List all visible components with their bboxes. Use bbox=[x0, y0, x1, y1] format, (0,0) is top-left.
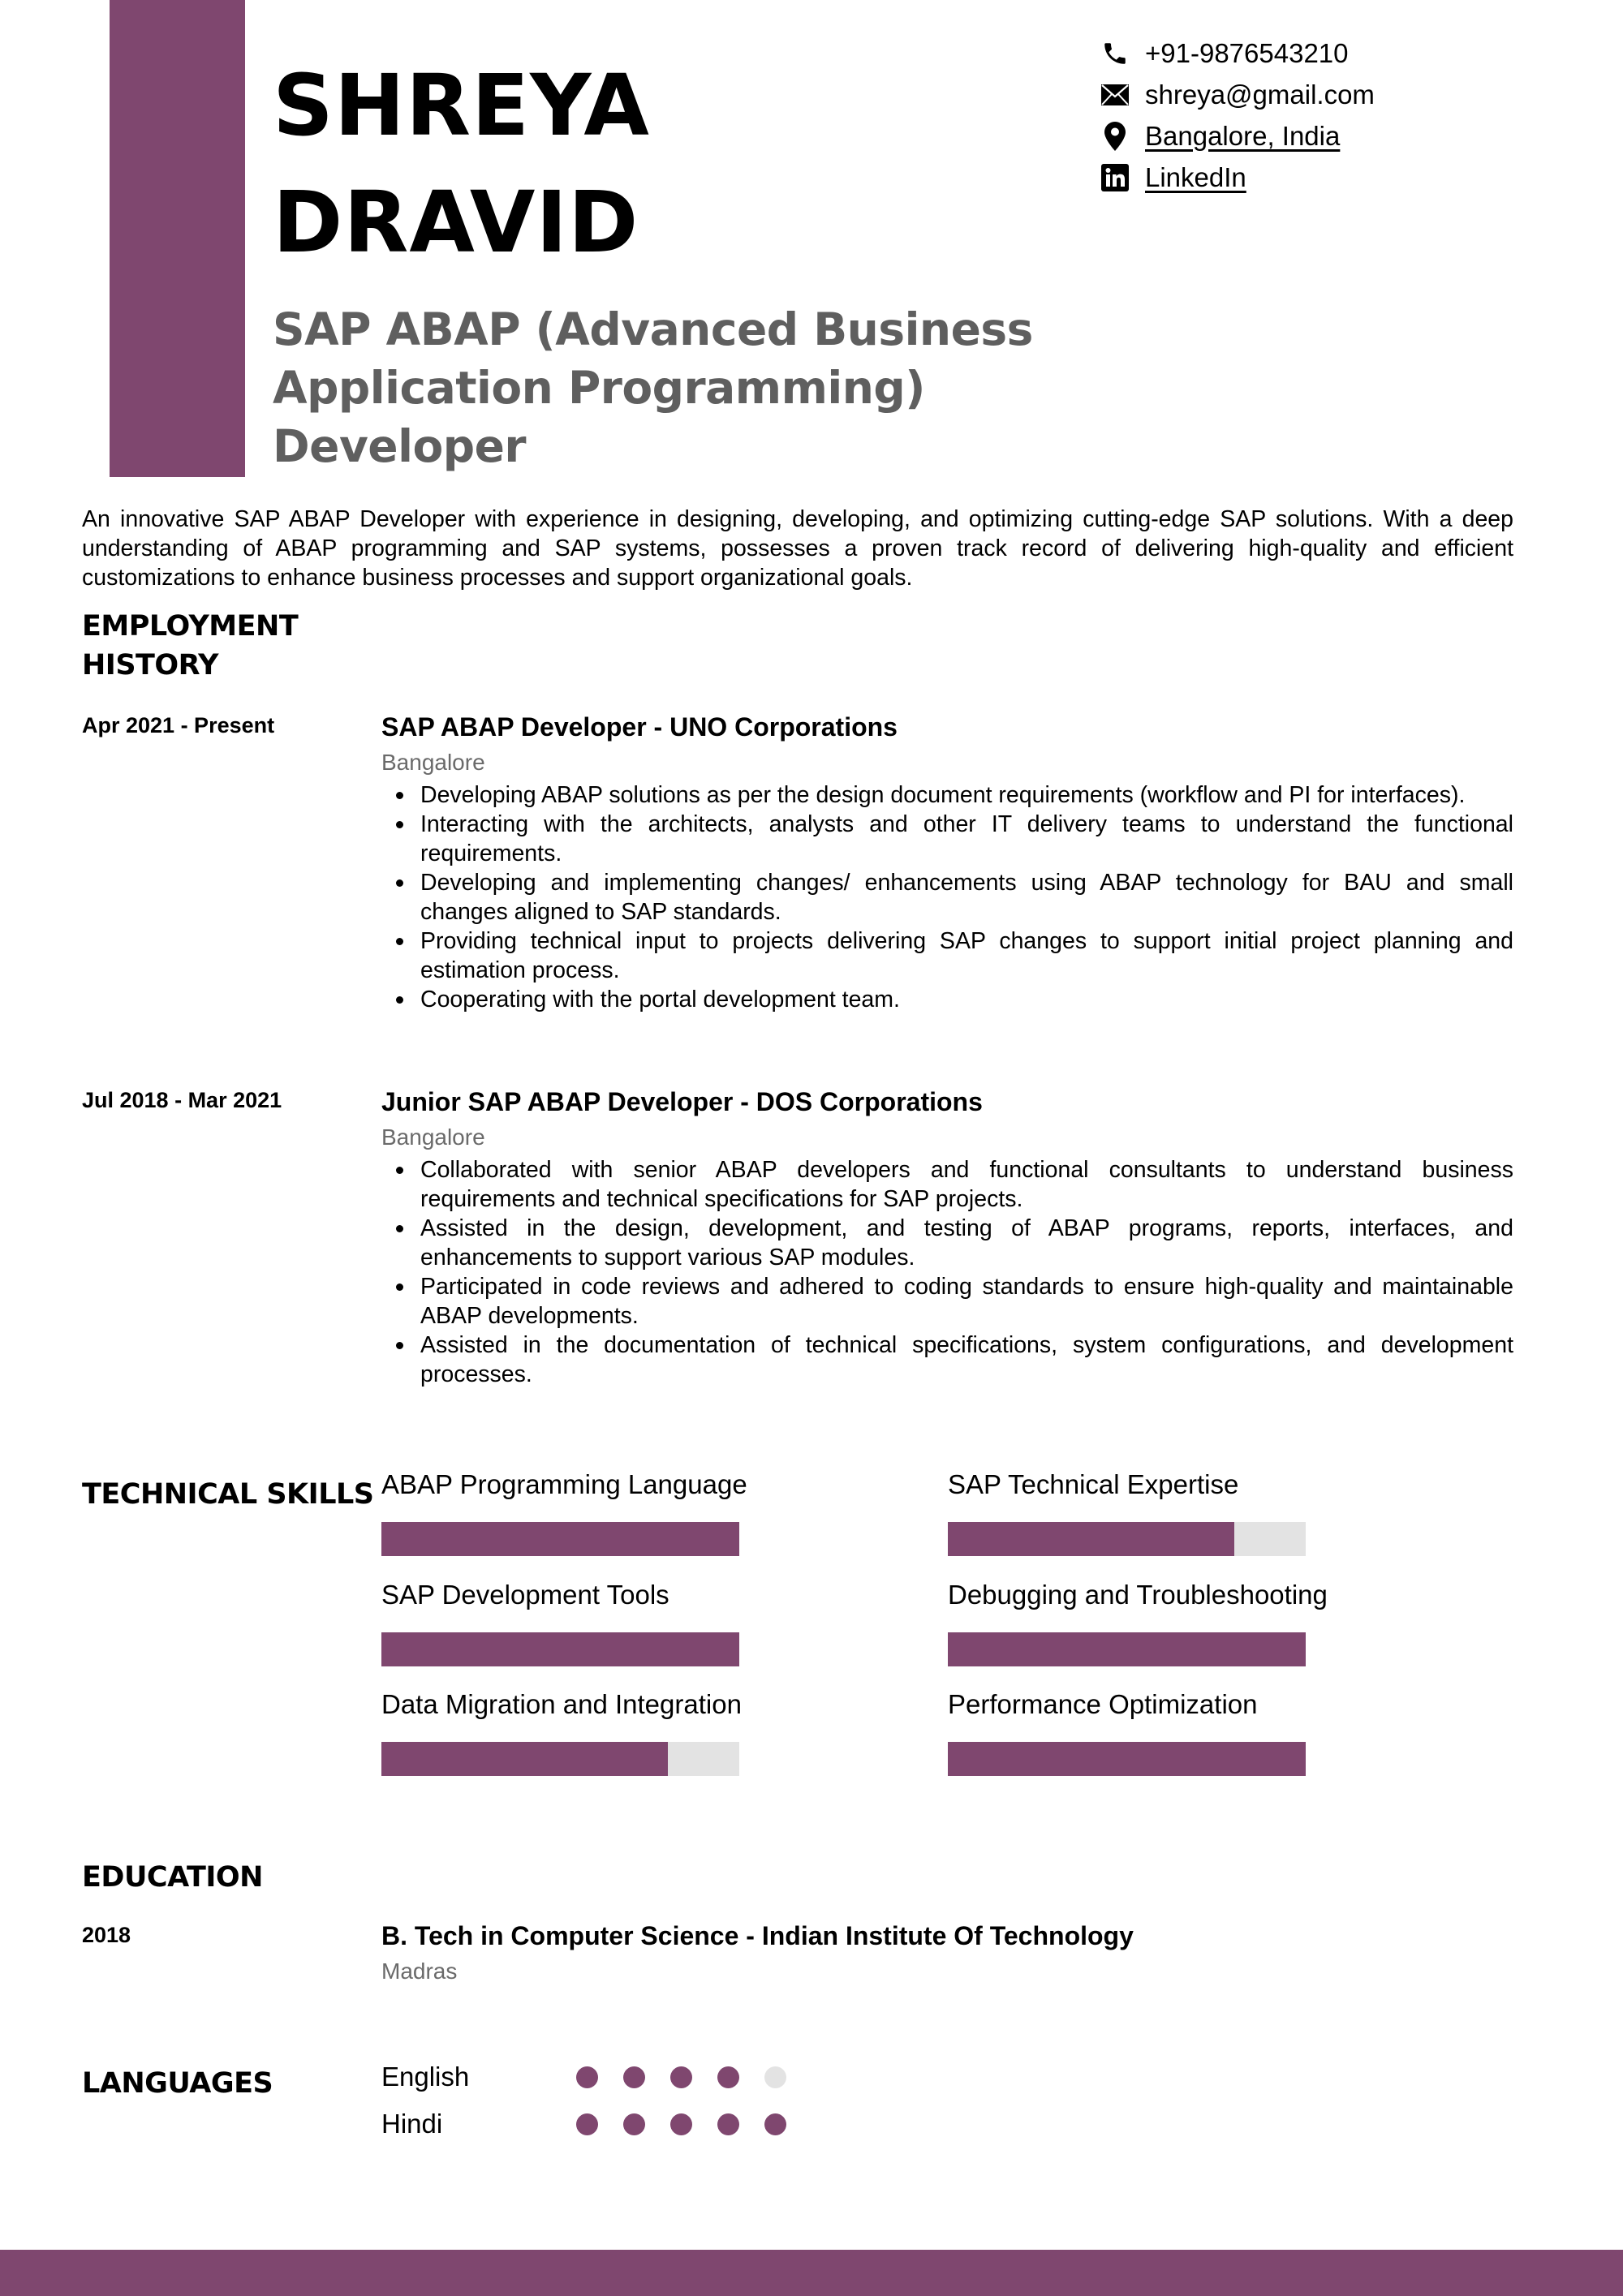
skill-bar-fill bbox=[381, 1632, 739, 1666]
skill-bar-fill bbox=[948, 1522, 1234, 1556]
profile-summary: An innovative SAP ABAP Developer with experience in designing, developing, and optimizing cutting-edge SAP solutions. With a deep understanding of ABAP programming and SAP systems, possesses a proven track record of delivering high-quality and efficient customizations to enhance business processes and support organizational goals. bbox=[82, 506, 1513, 591]
skill-label: SAP Development Tools bbox=[381, 1580, 669, 1610]
heading-line: EMPLOYMENT bbox=[82, 610, 299, 643]
skill-bar bbox=[948, 1742, 1306, 1776]
skill-bar-fill bbox=[948, 1742, 1306, 1776]
linkedin-link[interactable]: LinkedIn bbox=[1145, 161, 1246, 192]
rating-dot-filled bbox=[670, 2066, 692, 2088]
job-date: Apr 2021 - Present bbox=[82, 713, 275, 737]
contact-phone bbox=[1100, 32, 1375, 74]
education-degree: B. Tech in Computer Science - Indian Institute Of Technology bbox=[381, 1921, 1134, 1950]
skill-label: Performance Optimization bbox=[948, 1689, 1258, 1719]
skill-item bbox=[948, 1687, 1402, 1776]
location-link[interactable]: Bangalore, India bbox=[1145, 120, 1341, 151]
job-bullet: Assisted in the design, development, and testing of ABAP programs, reports, interfaces, and enhancements to support various SAP modules. bbox=[381, 1214, 1513, 1272]
job-role: Junior SAP ABAP Developer - DOS Corporations bbox=[381, 1087, 983, 1116]
job-bullet: Developing ABAP solutions as per the design document requirements (workflow and PI for interfaces). bbox=[381, 780, 1513, 810]
rating-dot-filled bbox=[670, 2113, 692, 2135]
candidate-name bbox=[273, 47, 650, 281]
skill-bar-fill bbox=[381, 1742, 668, 1776]
rating-dot-filled bbox=[623, 2113, 645, 2135]
job-bullets bbox=[381, 780, 1513, 1014]
skill-label: Debugging and Troubleshooting bbox=[948, 1580, 1328, 1610]
job-bullet: Collaborated with senior ABAP developers and functional consultants to understand business requirements and technical specifications for SAP projects. bbox=[381, 1155, 1513, 1214]
job-location: Bangalore bbox=[381, 1124, 485, 1150]
heading-line: HISTORY bbox=[82, 649, 219, 681]
contact-linkedin bbox=[1100, 157, 1375, 198]
language-item bbox=[381, 2059, 786, 2095]
skill-item bbox=[381, 1687, 836, 1776]
skill-label: Data Migration and Integration bbox=[381, 1689, 742, 1719]
language-rating bbox=[576, 2113, 786, 2135]
skill-item bbox=[948, 1467, 1402, 1556]
skill-bar bbox=[381, 1632, 739, 1666]
linkedin-icon bbox=[1100, 162, 1130, 193]
job-bullets bbox=[381, 1155, 1513, 1389]
skill-bar-fill bbox=[948, 1632, 1306, 1666]
skill-item bbox=[948, 1577, 1402, 1666]
skill-item bbox=[381, 1467, 836, 1556]
job-location: Bangalore bbox=[381, 750, 485, 775]
envelope-icon bbox=[1100, 80, 1130, 110]
map-pin-icon bbox=[1100, 121, 1130, 152]
phone-text: +91-9876543210 bbox=[1145, 37, 1349, 68]
rating-dot-filled bbox=[717, 2113, 739, 2135]
job-bullet: Participated in code reviews and adhered to coding standards to ensure high-quality and maintainable ABAP developments. bbox=[381, 1272, 1513, 1331]
language-name: Hindi bbox=[381, 2109, 443, 2139]
last-name: DRAVID bbox=[273, 173, 639, 272]
first-name: SHREYA bbox=[273, 56, 650, 155]
job-role: SAP ABAP Developer - UNO Corporations bbox=[381, 712, 898, 742]
skill-label: ABAP Programming Language bbox=[381, 1469, 747, 1499]
footer-accent-bar bbox=[0, 2250, 1623, 2296]
skill-item bbox=[381, 1577, 836, 1666]
rating-dot-filled bbox=[576, 2113, 598, 2135]
header-accent-bar bbox=[110, 0, 245, 477]
skill-bar bbox=[948, 1632, 1306, 1666]
technical-skills-heading: TECHNICAL SKILLS bbox=[82, 1478, 374, 1511]
languages-heading: LANGUAGES bbox=[82, 2067, 273, 2100]
job-bullet: Providing technical input to projects delivering SAP changes to support initial project planning and estimation process. bbox=[381, 927, 1513, 985]
job-bullet: Cooperating with the portal development team. bbox=[381, 985, 1513, 1014]
job-date: Jul 2018 - Mar 2021 bbox=[82, 1088, 282, 1112]
job-bullet: Developing and implementing changes/ enhancements using ABAP technology for BAU and small changes aligned to SAP standards. bbox=[381, 868, 1513, 927]
rating-dot-filled bbox=[623, 2066, 645, 2088]
rating-dot-empty bbox=[764, 2066, 786, 2088]
skill-bar bbox=[948, 1522, 1306, 1556]
skill-label: SAP Technical Expertise bbox=[948, 1469, 1239, 1499]
skill-bar-fill bbox=[381, 1522, 739, 1556]
education-year: 2018 bbox=[82, 1923, 131, 1947]
skill-bar bbox=[381, 1522, 739, 1556]
email-text: shreya@gmail.com bbox=[1145, 79, 1375, 110]
job-bullet: Assisted in the documentation of technical specifications, system configurations, and development processes. bbox=[381, 1331, 1513, 1389]
contact-block bbox=[1100, 32, 1375, 198]
education-entry bbox=[381, 1920, 1134, 1988]
phone-icon bbox=[1100, 38, 1130, 69]
job-title: SAP ABAP (Advanced Business Application Programming) Developer bbox=[273, 303, 1033, 472]
language-item bbox=[381, 2106, 786, 2142]
contact-location bbox=[1100, 115, 1375, 157]
skill-bar bbox=[381, 1742, 739, 1776]
employment-history-heading bbox=[82, 607, 298, 685]
rating-dot-filled bbox=[717, 2066, 739, 2088]
rating-dot-filled bbox=[576, 2066, 598, 2088]
job-bullet: Interacting with the architects, analysts and other IT delivery teams to understand the functional requirements. bbox=[381, 810, 1513, 868]
contact-email bbox=[1100, 74, 1375, 115]
education-heading: EDUCATION bbox=[82, 1861, 263, 1894]
rating-dot-filled bbox=[764, 2113, 786, 2135]
language-name: English bbox=[381, 2062, 470, 2092]
education-location: Madras bbox=[381, 1958, 458, 1984]
language-rating bbox=[576, 2066, 786, 2088]
